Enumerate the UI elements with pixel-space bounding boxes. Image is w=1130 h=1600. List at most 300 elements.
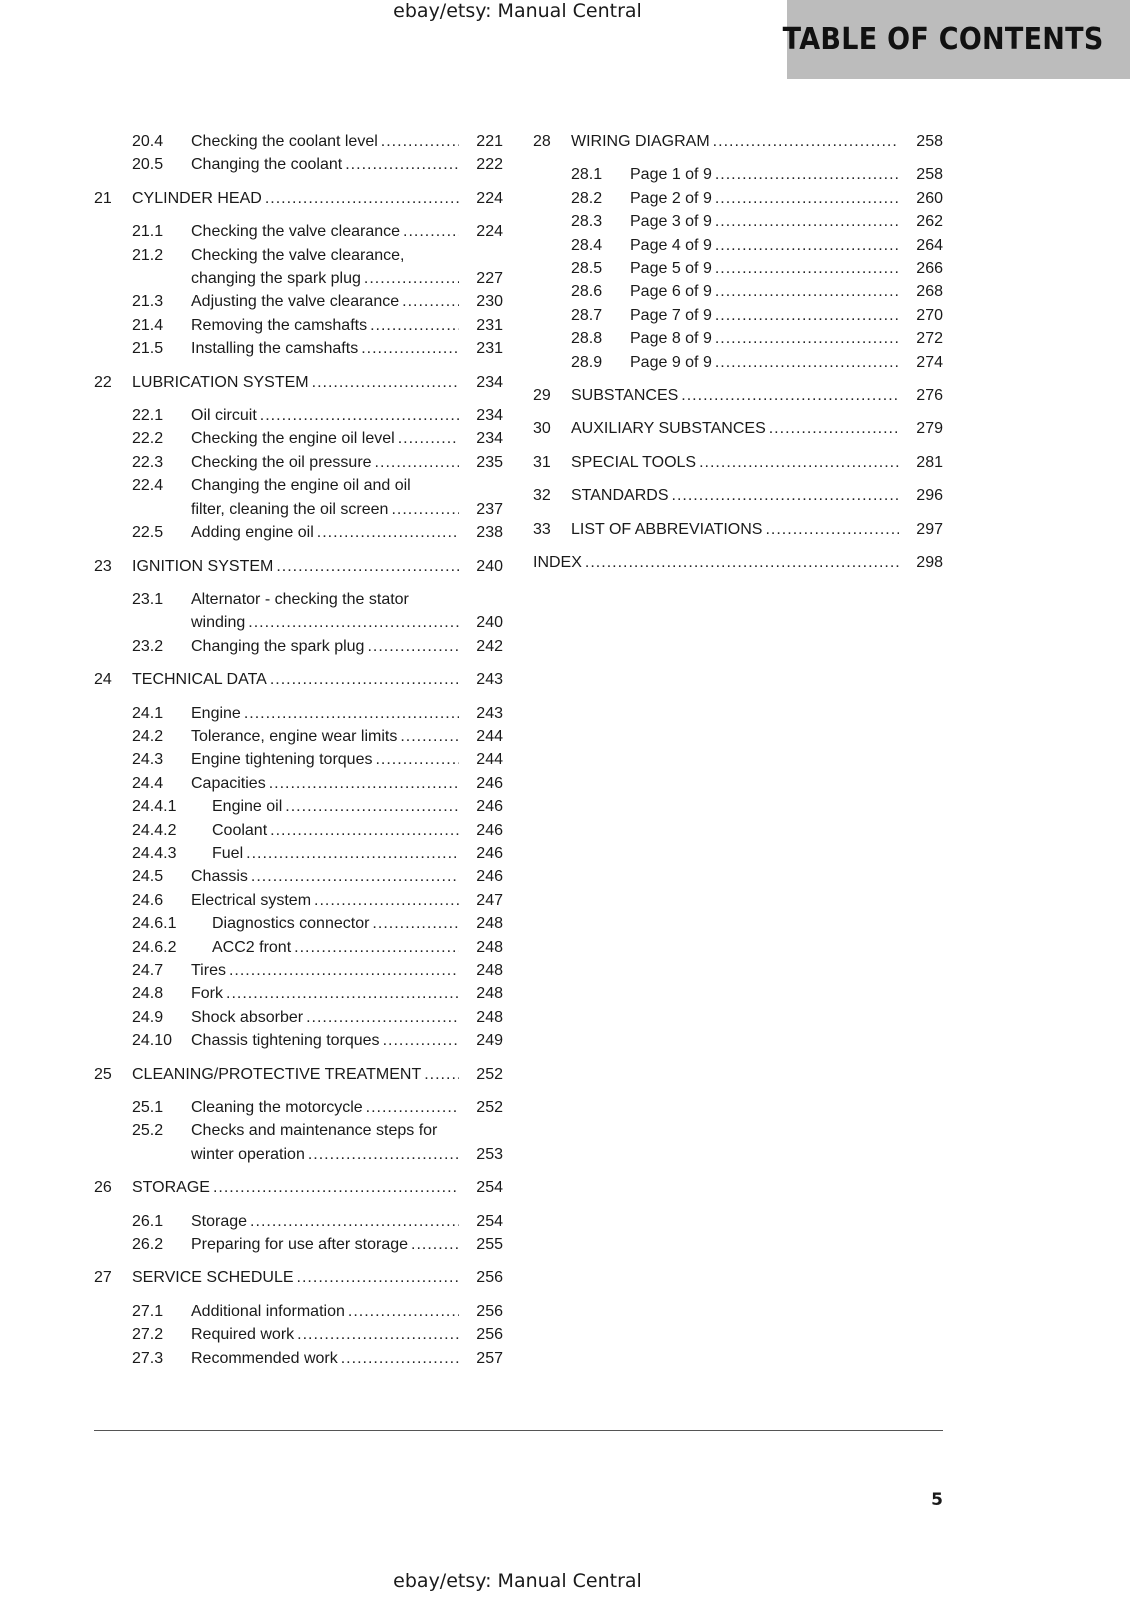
dot-leader (402, 290, 459, 313)
toc-entry-title: Engine oil (212, 795, 285, 818)
toc-chapter-entry[interactable] (533, 484, 943, 507)
toc-entry-title: Fork (191, 982, 226, 1005)
dot-leader (226, 982, 459, 1005)
toc-entry-page: 256 (476, 1326, 503, 1344)
toc-entry-number: 28.6 (571, 283, 603, 301)
dot-leader (713, 130, 899, 153)
dot-leader (260, 404, 459, 427)
toc-entry-title: Checking the valve clearance, (191, 246, 405, 264)
toc-section-entry[interactable] (533, 210, 943, 233)
toc-section-entry[interactable] (94, 314, 503, 337)
toc-entry-title: Page 4 of 9 (630, 234, 715, 257)
toc-entry-page: 296 (916, 487, 943, 505)
toc-entry-title: Additional information (191, 1300, 348, 1323)
toc-entry-number: 21.1 (132, 223, 164, 241)
toc-entry-number: 24.6 (132, 891, 164, 909)
toc-chapter-entry[interactable] (533, 451, 943, 474)
toc-section-entry[interactable] (94, 1300, 503, 1323)
toc-section-entry[interactable] (94, 451, 503, 474)
toc-entry-page: 242 (476, 637, 503, 655)
toc-entry-page: 227 (476, 270, 503, 288)
toc-entry-page: 234 (476, 373, 503, 391)
header-banner (783, 0, 1130, 79)
toc-entry-number: 21 (94, 189, 112, 207)
toc-section-entry[interactable] (94, 725, 503, 748)
dot-leader (375, 451, 459, 474)
toc-entry-title: CLEANING/PROTECTIVE TREATMENT (132, 1063, 424, 1086)
toc-entry-number: 23.2 (132, 637, 164, 655)
toc-entry-title: Preparing for use after storage (191, 1233, 411, 1256)
toc-entry-title: Tolerance, engine wear limits (191, 725, 400, 748)
toc-entry-page: 258 (916, 166, 943, 184)
toc-entry-page: 224 (476, 223, 503, 241)
toc-entry-number: 28 (533, 133, 551, 150)
dot-leader (769, 417, 899, 440)
toc-entry-title: Changing the spark plug (191, 635, 367, 658)
toc-section-entry[interactable] (94, 936, 503, 959)
toc-entry-title: Page 1 of 9 (630, 163, 715, 186)
toc-entry-page: 264 (916, 236, 943, 254)
toc-entry-page: 240 (476, 557, 503, 575)
dot-leader (361, 337, 459, 360)
toc-entry-title: SPECIAL TOOLS (571, 451, 699, 474)
toc-section-entry[interactable] (94, 1029, 503, 1052)
dot-leader (367, 635, 459, 658)
toc-entry-title: Alternator - checking the stator (191, 590, 409, 608)
toc-entry-title: Page 5 of 9 (630, 257, 715, 280)
toc-entry-title: STANDARDS (571, 484, 672, 507)
dot-leader (294, 936, 459, 959)
watermark-top: ebay/etsy: Manual Central (393, 0, 642, 22)
toc-entry-title: Required work (191, 1323, 297, 1346)
toc-entry-number: 24.4.2 (132, 821, 177, 839)
dot-leader (265, 187, 459, 210)
dot-leader (250, 1210, 459, 1233)
dot-leader (306, 1006, 459, 1029)
toc-entry-page: 231 (476, 316, 503, 334)
dot-leader (375, 748, 459, 771)
toc-entry-number: 31 (533, 453, 551, 471)
toc-entry-page: 268 (916, 283, 943, 301)
dot-leader (391, 498, 459, 521)
toc-entry-number: 26.2 (132, 1236, 164, 1254)
toc-entry-page: 270 (916, 306, 943, 324)
dot-leader (370, 314, 459, 337)
dot-leader (348, 1300, 459, 1323)
toc-entry-title: AUXILIARY SUBSTANCES (571, 417, 769, 440)
toc-entry-number: 22.1 (132, 407, 164, 425)
toc-entry-title: STORAGE (132, 1176, 213, 1199)
toc-entry-title: IGNITION SYSTEM (132, 555, 276, 578)
toc-entry-number: 27 (94, 1269, 112, 1287)
toc-entry-page: 249 (476, 1032, 503, 1050)
toc-section-entry[interactable] (94, 220, 503, 243)
toc-entry-number: 22.2 (132, 430, 164, 448)
toc-entry-number: 24.5 (132, 868, 164, 886)
toc-chapter-entry[interactable] (533, 384, 943, 407)
toc-entry-title: Oil circuit (191, 404, 260, 427)
toc-entry-page: 260 (916, 189, 943, 207)
toc-entry-page: 246 (476, 868, 503, 886)
toc-chapter-entry[interactable] (94, 187, 503, 210)
toc-entry-page: 252 (476, 1065, 503, 1083)
dot-leader (270, 668, 459, 691)
toc-section-entry[interactable] (94, 588, 503, 635)
toc-entry-page: 240 (476, 614, 503, 632)
toc-entry-number: 28.5 (571, 260, 603, 278)
toc-entry-title: Storage (191, 1210, 250, 1233)
toc-section-entry[interactable] (94, 1119, 503, 1166)
toc-section-entry[interactable] (94, 819, 503, 842)
toc-entry-number: 28.2 (571, 189, 603, 207)
toc-entry-number: 23.1 (132, 590, 164, 608)
toc-entry-page: 297 (916, 520, 943, 538)
toc-entry-number: 25.2 (132, 1122, 164, 1140)
dot-leader (681, 384, 899, 407)
toc-entry-number: 24.4.1 (132, 798, 177, 816)
toc-chapter-entry[interactable] (533, 130, 943, 153)
dot-leader (585, 551, 899, 574)
toc-section-entry[interactable] (94, 795, 503, 818)
toc-entry-page: 248 (476, 938, 503, 956)
dot-leader (672, 484, 900, 507)
dot-leader (424, 1063, 459, 1086)
toc-entry-page: 298 (916, 554, 943, 572)
toc-entry-title: SUBSTANCES (571, 384, 681, 407)
toc-entry-title: Page 7 of 9 (630, 304, 715, 327)
toc-entry-page: 234 (476, 430, 503, 448)
toc-entry-title: ACC2 front (212, 936, 294, 959)
dot-leader (308, 1143, 459, 1166)
toc-section-entry[interactable] (533, 327, 943, 350)
dot-leader (213, 1176, 459, 1199)
toc-section-entry[interactable] (94, 1210, 503, 1233)
toc-entry-number: 23 (94, 557, 112, 575)
toc-entry-title: Tires (191, 959, 229, 982)
toc-section-entry[interactable] (94, 1323, 503, 1346)
dot-leader (715, 304, 899, 327)
toc-entry-number: 24.6.2 (132, 938, 177, 956)
toc-right-column (533, 130, 943, 575)
toc-section-entry[interactable] (533, 280, 943, 303)
toc-entry-title: Changing the engine oil and oil (191, 477, 411, 495)
toc-entry-number: 32 (533, 487, 551, 505)
toc-entry-page: 256 (476, 1269, 503, 1287)
toc-entry-page: 272 (916, 330, 943, 348)
toc-entry-page: 256 (476, 1302, 503, 1320)
toc-entry-number: 24 (94, 671, 112, 689)
toc-section-entry[interactable] (94, 889, 503, 912)
dot-leader (244, 702, 459, 725)
toc-entry-page: 276 (916, 387, 943, 405)
dot-leader (398, 427, 459, 450)
toc-entry-number: 22 (94, 373, 112, 391)
toc-entry-number: 29 (533, 387, 551, 405)
dot-leader (715, 234, 899, 257)
toc-left-column (94, 130, 503, 1370)
toc-entry-title: Chassis tightening torques (191, 1029, 383, 1052)
toc-entry-page: 246 (476, 844, 503, 862)
toc-entry-number: 21.3 (132, 293, 164, 311)
toc-section-entry[interactable] (94, 153, 503, 176)
toc-entry-number: 27.2 (132, 1326, 164, 1344)
toc-entry-number: 28.4 (571, 236, 603, 254)
toc-chapter-entry[interactable] (94, 371, 503, 394)
toc-entry-title: INDEX (533, 551, 585, 574)
toc-entry-page: 231 (476, 340, 503, 358)
toc-entry-title: Page 3 of 9 (630, 210, 715, 233)
toc-entry-title: winter operation (191, 1143, 308, 1166)
toc-entry-title: TECHNICAL DATA (132, 668, 270, 691)
toc-entry-title: LIST OF ABBREVIATIONS (571, 518, 765, 541)
toc-section-entry[interactable] (94, 635, 503, 658)
toc-chapter-entry[interactable] (94, 668, 503, 691)
toc-entry-number: 21.5 (132, 340, 164, 358)
toc-entry-number: 25 (94, 1065, 112, 1083)
toc-entry-title: SERVICE SCHEDULE (132, 1266, 297, 1289)
toc-entry-number: 24.10 (132, 1032, 173, 1050)
toc-entry-number: 21.2 (132, 246, 164, 264)
toc-section-entry[interactable] (94, 130, 503, 153)
toc-entry-title: Capacities (191, 772, 269, 795)
toc-chapter-entry[interactable] (533, 518, 943, 541)
toc-entry-number: 24.1 (132, 704, 164, 722)
toc-section-entry[interactable] (533, 257, 943, 280)
toc-section-entry[interactable] (94, 772, 503, 795)
toc-section-entry[interactable] (94, 474, 503, 521)
toc-section-entry[interactable] (94, 290, 503, 313)
toc-entry-page: 244 (476, 751, 503, 769)
toc-section-entry[interactable] (94, 959, 503, 982)
toc-entry-page: 246 (476, 774, 503, 792)
toc-entry-number: 22.5 (132, 524, 164, 542)
toc-section-entry[interactable] (94, 912, 503, 935)
toc-entry-title: WIRING DIAGRAM (571, 130, 713, 153)
dot-leader (383, 1029, 459, 1052)
toc-section-entry[interactable] (94, 748, 503, 771)
toc-entry-title: Installing the camshafts (191, 337, 361, 360)
toc-entry-number: 28.9 (571, 353, 603, 371)
toc-entry-page: 279 (916, 420, 943, 438)
toc-entry-title: Fuel (212, 842, 246, 865)
toc-entry-number: 28.3 (571, 213, 603, 231)
toc-section-entry[interactable] (94, 842, 503, 865)
toc-entry-title: Engine tightening torques (191, 748, 375, 771)
toc-entry-number: 24.9 (132, 1008, 164, 1026)
dot-leader (270, 819, 459, 842)
toc-section-entry[interactable] (94, 1347, 503, 1370)
dot-leader (715, 163, 899, 186)
toc-entry-page: 244 (476, 727, 503, 745)
toc-entry-page: 246 (476, 798, 503, 816)
toc-entry-page: 235 (476, 453, 503, 471)
toc-chapter-entry[interactable] (94, 555, 503, 578)
dot-leader (276, 555, 459, 578)
toc-entry-number: 24.6.1 (132, 915, 177, 933)
dot-leader (248, 611, 459, 634)
toc-entry-title: filter, cleaning the oil screen (191, 498, 391, 521)
toc-entry-title: Shock absorber (191, 1006, 306, 1029)
dot-leader (715, 187, 899, 210)
toc-entry-number: 20.4 (132, 133, 164, 150)
toc-entry-title: Coolant (212, 819, 270, 842)
toc-section-entry[interactable] (94, 702, 503, 725)
toc-entry-title: Checking the engine oil level (191, 427, 398, 450)
toc-chapter-entry[interactable] (94, 1266, 503, 1289)
dot-leader (403, 220, 459, 243)
dot-leader (366, 1096, 459, 1119)
toc-entry-number: 24.7 (132, 962, 164, 979)
toc-section-entry[interactable] (533, 163, 943, 186)
toc-entry-number: 26.1 (132, 1212, 164, 1230)
toc-section-entry[interactable] (94, 404, 503, 427)
dot-leader (314, 889, 459, 912)
toc-entry-page: 243 (476, 704, 503, 722)
toc-section-entry[interactable] (94, 1096, 503, 1119)
toc-chapter-entry[interactable] (94, 1063, 503, 1086)
dot-leader (297, 1266, 459, 1289)
toc-entry-number: 22.4 (132, 477, 164, 495)
toc-entry-title: Adjusting the valve clearance (191, 290, 402, 313)
toc-section-entry[interactable] (94, 427, 503, 450)
toc-section-entry[interactable] (94, 1233, 503, 1256)
toc-entry-page: 246 (476, 821, 503, 839)
watermark-bottom: ebay/etsy: Manual Central (393, 1570, 642, 1592)
toc-entry-title: Cleaning the motorcycle (191, 1096, 366, 1119)
toc-section-entry[interactable] (94, 1006, 503, 1029)
dot-leader (372, 912, 459, 935)
toc-entry-page: 248 (476, 915, 503, 933)
toc-entry-page: 266 (916, 260, 943, 278)
dot-leader (297, 1323, 459, 1346)
footer-divider (94, 1430, 943, 1431)
toc-entry-page: 230 (476, 293, 503, 311)
toc-section-entry[interactable] (94, 865, 503, 888)
dot-leader (285, 795, 459, 818)
toc-entry-number: 20.5 (132, 156, 164, 174)
toc-entry-title: CYLINDER HEAD (132, 187, 265, 210)
toc-entry-number: 26 (94, 1179, 112, 1197)
toc-entry-title: changing the spark plug (191, 267, 364, 290)
toc-entry-page: 258 (916, 133, 943, 150)
toc-entry-number: 24.4 (132, 774, 164, 792)
dot-leader (699, 451, 899, 474)
toc-entry-number: 27.1 (132, 1302, 164, 1320)
toc-entry-page: 248 (476, 985, 503, 1003)
toc-entry-number: 24.2 (132, 727, 164, 745)
toc-section-entry[interactable] (533, 187, 943, 210)
toc-entry-page: 222 (476, 156, 503, 174)
toc-entry-page: 243 (476, 671, 503, 689)
toc-entry-title: Checks and maintenance steps for (191, 1122, 438, 1140)
toc-entry-number: 33 (533, 520, 551, 538)
dot-leader (229, 959, 459, 982)
toc-entry-number: 28.7 (571, 306, 603, 324)
toc-entry-page: 274 (916, 353, 943, 371)
toc-entry-title: Checking the coolant level (191, 130, 381, 153)
toc-entry-title: LUBRICATION SYSTEM (132, 371, 312, 394)
dot-leader (715, 257, 899, 280)
toc-entry-title: Diagnostics connector (212, 912, 372, 935)
dot-leader (269, 772, 459, 795)
dot-leader (317, 521, 459, 544)
toc-entry-title: Page 6 of 9 (630, 280, 715, 303)
toc-entry-title: Removing the camshafts (191, 314, 370, 337)
toc-entry-title: Checking the oil pressure (191, 451, 375, 474)
toc-entry-title: Checking the valve clearance (191, 220, 403, 243)
toc-entry-page: 281 (916, 453, 943, 471)
dot-leader (345, 153, 459, 176)
page-number: 5 (931, 1490, 943, 1510)
dot-leader (251, 865, 459, 888)
toc-entry-title: Recommended work (191, 1347, 341, 1370)
toc-entry-page: 255 (476, 1236, 503, 1254)
toc-entry-page: 247 (476, 891, 503, 909)
toc-entry-page: 254 (476, 1179, 503, 1197)
dot-leader (246, 842, 459, 865)
toc-entry-number: 21.4 (132, 316, 164, 334)
toc-section-entry[interactable] (94, 982, 503, 1005)
dot-leader (364, 267, 459, 290)
toc-chapter-entry[interactable] (94, 1176, 503, 1199)
toc-entry-page: 238 (476, 524, 503, 542)
toc-chapter-entry[interactable] (533, 417, 943, 440)
toc-entry-page: 248 (476, 1008, 503, 1026)
toc-entry-number: 25.1 (132, 1099, 164, 1117)
toc-entry-page: 234 (476, 407, 503, 425)
dot-leader (715, 327, 899, 350)
dot-leader (400, 725, 459, 748)
dot-leader (411, 1233, 459, 1256)
toc-entry-title: Electrical system (191, 889, 314, 912)
toc-entry-number: 28.8 (571, 330, 603, 348)
toc-section-entry[interactable] (533, 351, 943, 374)
toc-entry-page: 237 (476, 500, 503, 518)
dot-leader (341, 1347, 459, 1370)
toc-entry-title: Page 8 of 9 (630, 327, 715, 350)
toc-entry-page: 262 (916, 213, 943, 231)
toc-section-entry[interactable] (94, 521, 503, 544)
dot-leader (715, 280, 899, 303)
toc-entry-page: 221 (476, 133, 503, 150)
toc-entry-page: 224 (476, 189, 503, 207)
toc-entry-page: 253 (476, 1145, 503, 1163)
toc-entry-title: winding (191, 611, 248, 634)
toc-index-entry[interactable] (533, 551, 943, 574)
toc-entry-title: Changing the coolant (191, 153, 345, 176)
dot-leader (765, 518, 899, 541)
toc-entry-page: 248 (476, 962, 503, 979)
toc-section-entry[interactable] (94, 337, 503, 360)
toc-entry-number: 22.3 (132, 453, 164, 471)
page-title: TABLE OF CONTENTS (783, 22, 1104, 57)
toc-section-entry[interactable] (533, 304, 943, 327)
dot-leader (715, 210, 899, 233)
toc-entry-title: Adding engine oil (191, 521, 317, 544)
toc-entry-page: 252 (476, 1099, 503, 1117)
toc-entry-title: Engine (191, 702, 244, 725)
toc-entry-title: Chassis (191, 865, 251, 888)
toc-section-entry[interactable] (94, 244, 503, 291)
toc-entry-number: 28.1 (571, 166, 603, 184)
toc-entry-title: Page 2 of 9 (630, 187, 715, 210)
toc-section-entry[interactable] (533, 234, 943, 257)
toc-entry-number: 27.3 (132, 1349, 164, 1367)
toc-entry-number: 24.8 (132, 985, 164, 1003)
dot-leader (312, 371, 459, 394)
toc-entry-number: 24.3 (132, 751, 164, 769)
toc-entry-title: Page 9 of 9 (630, 351, 715, 374)
